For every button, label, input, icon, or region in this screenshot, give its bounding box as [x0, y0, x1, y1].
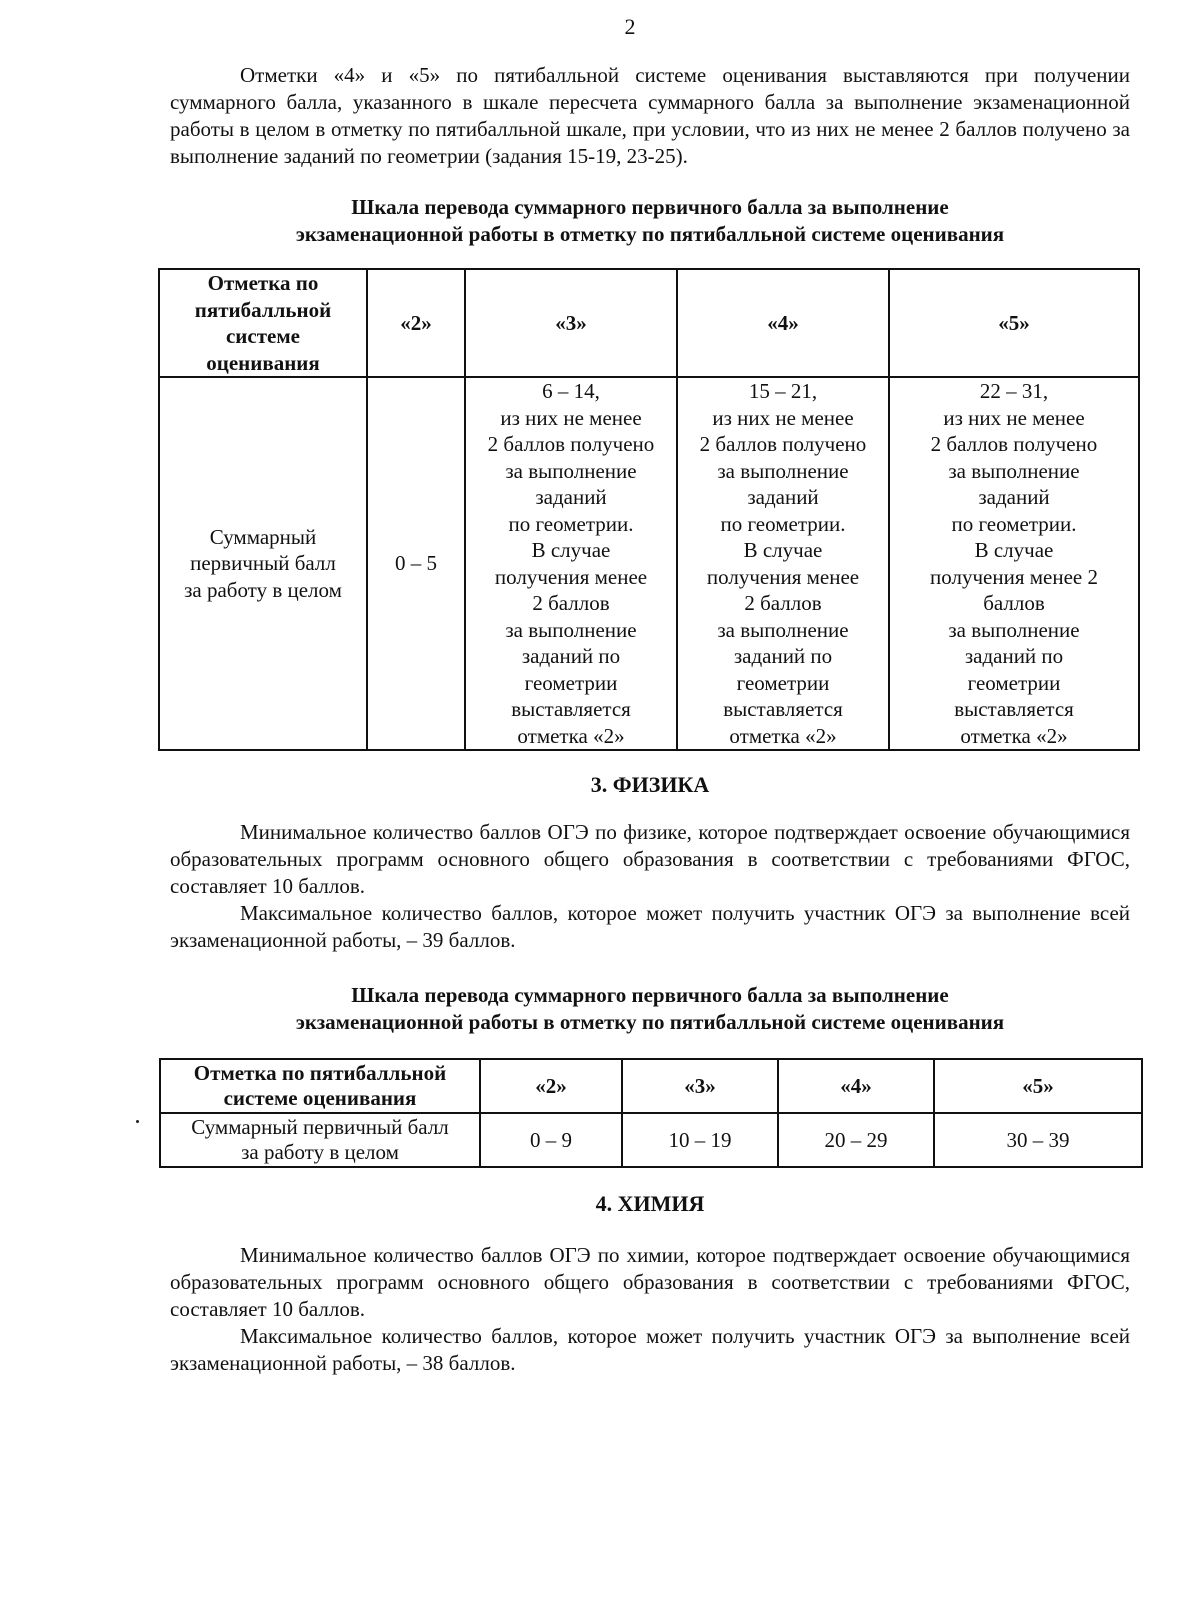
score-range-5: 30 – 39	[934, 1113, 1142, 1167]
chemistry-max-score-paragraph: Максимальное количество баллов, которое может получить участник ОГЭ за выполнение всей экзаменационной работы, – 38 баллов.	[170, 1324, 1130, 1375]
scan-speck	[136, 1120, 139, 1123]
physics-heading: 3. ФИЗИКА	[590, 772, 710, 797]
score-range-4	[677, 377, 889, 750]
score-range-4: 20 – 29	[778, 1113, 934, 1167]
grade-4-cell: «4»	[778, 1059, 934, 1113]
grade-3-cell: «3»	[622, 1059, 778, 1113]
table-header-row	[160, 1059, 1142, 1113]
score-range-5-text: 22 – 31, из них не менее 2 баллов получено за выполнение заданий по геометрии. В случае получения менее 2 баллов за выполнение заданий по геометрии выставляется отметка «2»	[930, 379, 1098, 748]
page-number: 2	[624, 14, 636, 39]
physics-grade-scale-table	[159, 1058, 1143, 1168]
header-cell	[160, 1059, 480, 1113]
math-table-title-line1: Шкала перевода суммарного первичного балла за выполнение	[351, 195, 949, 219]
score-range-3: 10 – 19	[622, 1113, 778, 1167]
grade-3-cell: «3»	[465, 269, 677, 377]
score-label: Суммарный первичный балл за работу в целом	[184, 524, 342, 602]
physics-table-title-line1: Шкала перевода суммарного первичного балла за выполнение	[351, 983, 949, 1007]
page-content	[170, 62, 1130, 1377]
score-range-2: 0 – 9	[480, 1113, 622, 1167]
row-label-cell	[160, 1113, 480, 1167]
score-range-4-text: 15 – 21, из них не менее 2 баллов получено за выполнение заданий по геометрии. В случае получения менее 2 баллов за выполнение заданий по геометрии выставляется отметка «2»	[699, 379, 867, 748]
score-range-2: 0 – 5	[367, 377, 465, 750]
math-table-title-line2: экзаменационной работы в отметку по пятибалльной системе оценивания	[295, 222, 1005, 246]
grade-4-cell: «4»	[677, 269, 889, 377]
table-row	[159, 377, 1139, 750]
intro-paragraph: Отметки «4» и «5» по пятибалльной системе оценивания выставляются при получении суммарного балла, указанного в шкале пересчета суммарного балла за выполнение экзаменационной работы в целом в отметку по пятибалльной шкале, при условии, что из них не менее 2 баллов получено за выполнение заданий по геометрии (задания 15-19, 23-25).	[170, 63, 1130, 168]
table-header-row	[159, 269, 1139, 377]
grade-label: Отметка по пятибалльной системе оценивания	[193, 1061, 447, 1110]
grade-2-cell: «2»	[367, 269, 465, 377]
grade-5-cell: «5»	[934, 1059, 1142, 1113]
score-label: Суммарный первичный балл за работу в целом	[191, 1115, 449, 1164]
grade-2-cell: «2»	[480, 1059, 622, 1113]
chemistry-heading: 4. ХИМИЯ	[595, 1191, 705, 1216]
score-range-3-text: 6 – 14, из них не менее 2 баллов получено за выполнение заданий по геометрии. В случае получения менее 2 баллов за выполнение заданий по геометрии выставляется отметка «2»	[487, 379, 655, 748]
physics-table-title-line2: экзаменационной работы в отметку по пятибалльной системе оценивания	[295, 1010, 1005, 1034]
grade-5-cell: «5»	[889, 269, 1139, 377]
score-range-5	[889, 377, 1139, 750]
row-label-cell	[159, 377, 367, 750]
score-range-3	[465, 377, 677, 750]
math-grade-scale-table	[158, 268, 1140, 751]
grade-label: Отметка по пятибалльной системе оценивания	[194, 271, 332, 375]
header-cell	[159, 269, 367, 377]
physics-min-score-paragraph: Минимальное количество баллов ОГЭ по физике, которое подтверждает освоение обучающимися образовательных программ основного общего образования в соответствии с требованиями ФГОС, составляет 10 баллов.	[170, 820, 1130, 898]
chemistry-min-score-paragraph: Минимальное количество баллов ОГЭ по химии, которое подтверждает освоение обучающимися образовательных программ основного общего образования в соответствии с требованиями ФГОС, составляет 10 баллов.	[170, 1243, 1130, 1321]
table-row	[160, 1113, 1142, 1167]
physics-max-score-paragraph: Максимальное количество баллов, которое может получить участник ОГЭ за выполнение всей экзаменационной работы, – 39 баллов.	[170, 901, 1130, 952]
